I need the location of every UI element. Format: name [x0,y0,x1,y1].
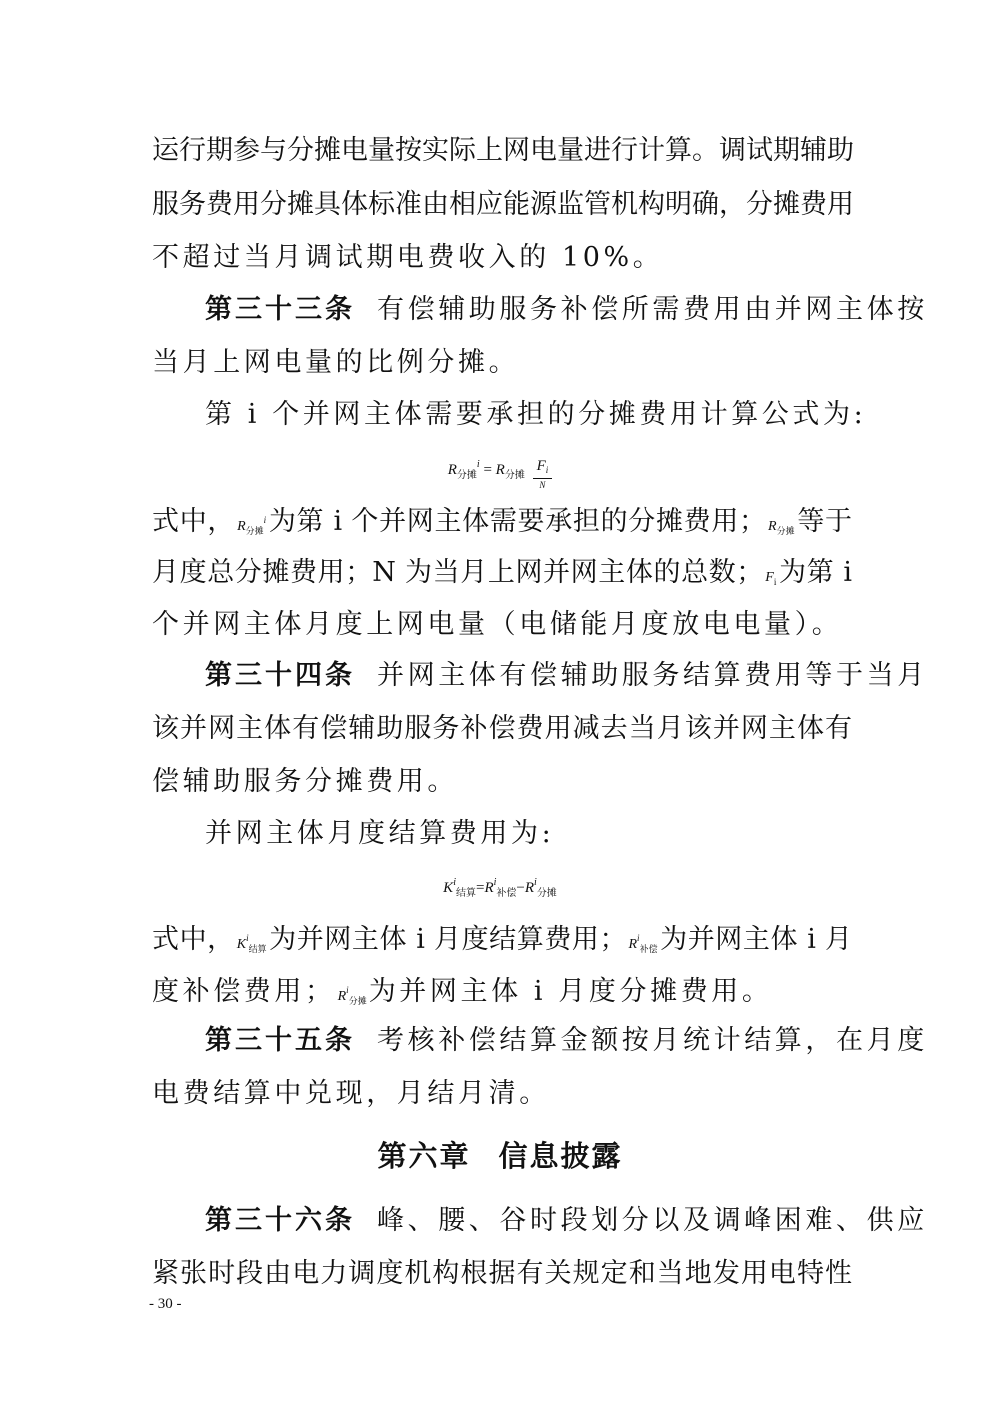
body-line: 紧张时段由电力调度机构根据有关规定和当地发用电特性 [152,1258,852,1289]
explanation-line: 度补偿费用； $R^i_{分摊}$为并网主体 i 月度分摊费用。 [152,976,773,1007]
body-line: 不超过当月调试期电费收入的 10%。 [152,242,664,273]
article-36-line [205,1203,928,1239]
allocation-formula: $R_{分摊}^i = R_{分摊}$ $\frac{F_i}{N}$ [0,450,1000,491]
article-35-line [205,1023,928,1059]
article-34-label: 第三十四条 [205,660,355,691]
settlement-formula: $K^i_{结算}=R^i_{补偿}-R^i_{分摊}$ [443,877,557,899]
chapter-number: 第六章 [377,1139,471,1173]
article-33-text: 有偿辅助服务补偿所需费用由并网主体按 [377,294,928,325]
article-33-label: 第三十三条 [205,294,355,325]
article-33-line [205,292,928,328]
body-line: 该并网主体有偿辅助服务补偿费用减去当月该并网主体有 [152,713,852,744]
chapter-title: 信息披露 [498,1139,623,1173]
article-34-line [205,658,928,694]
formula-fraction: $\frac{F_i}{N}$ [533,458,553,491]
explanation-line: 个并网主体月度上网电量（电储能月度放电电量）。 [152,609,843,640]
formula-intro: 并网主体月度结算费用为: [205,818,555,849]
formula-intro: 第 i 个并网主体需要承担的分摊费用计算公式为: [205,399,867,430]
page-number: - 30 - [149,1296,182,1312]
body-line: 服务费用分摊具体标准由相应能源监管机构明确，分摊费用 [152,189,854,220]
body-line: 当月上网电量的比例分摊。 [152,347,520,378]
article-36-text: 峰、腰、谷时段划分以及调峰困难、供应 [377,1205,928,1236]
explanation-line: 月度总分摊费用；N 为当月上网并网主体的总数； $F_i$为第 i [152,557,852,588]
explanation-line: 式中， $R_{分摊}^i$为第 i 个并网主体需要承担的分摊费用； $R_{分摊}$等于 [152,506,853,537]
article-35-label: 第三十五条 [205,1025,355,1056]
body-line: 运行期参与分摊电量按实际上网电量进行计算。调试期辅助 [152,135,854,166]
article-35-text: 考核补偿结算金额按月统计结算，在月度 [377,1025,928,1056]
body-line: 偿辅助服务分摊费用。 [152,766,458,797]
body-line: 电费结算中兑现，月结月清。 [152,1078,550,1109]
chapter-heading [0,1138,1000,1174]
article-36-label: 第三十六条 [205,1205,355,1236]
article-34-text: 并网主体有偿辅助服务结算费用等于当月 [377,660,928,691]
explanation-line: 式中， $K^i_{结算}$为并网主体 i 月度结算费用； $R^i_{补偿}$为并网主体 i 月 [152,924,852,955]
